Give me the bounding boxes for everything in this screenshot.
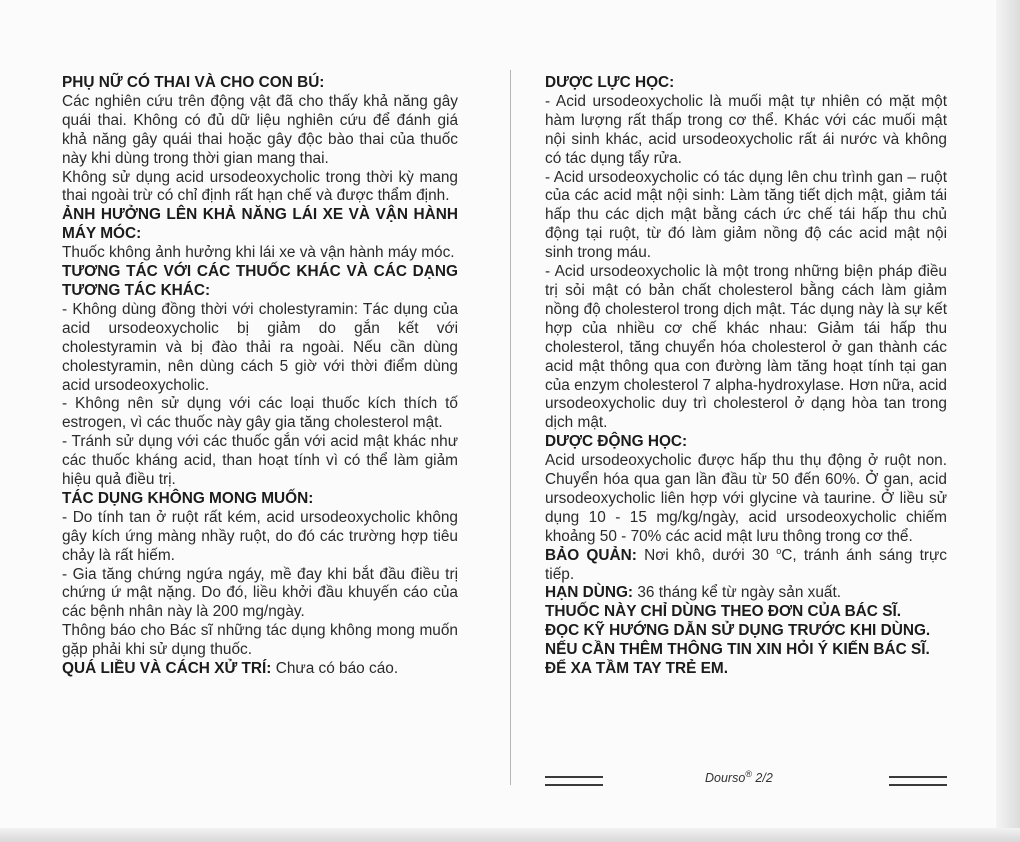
paragraph: - Không dùng đồng thời với cholestyramin: Tác dụng của acid ursodeoxycholic bị giảm do gắn kết với cholestyramin và bị đào thải ra ngoài. Nếu cần dùng cholestyramin, nên dùng cách 5 giờ với thời điểm dùng acid ursodeoxycholic. xyxy=(62,300,458,394)
heading-driving: ẢNH HƯỞNG LÊN KHẢ NĂNG LÁI XE VÀ VẬN HÀNH MÁY MÓC: xyxy=(62,206,458,243)
warning-ask-doctor: NẾU CẦN THÊM THÔNG TIN XIN HỎI Ý KIẾN BÁC SĨ. xyxy=(545,641,930,659)
paragraph: Thuốc không ảnh hưởng khi lái xe và vận hành máy móc. xyxy=(62,244,455,262)
paragraph: - Acid ursodeoxycholic là muối mật tự nhiên có mặt một hàm lượng rất thấp trong cơ thể. Khác với các muối mật nội sinh khác, acid ursodeoxycholic rất ái nước và không có tác dụng tẩy rửa. xyxy=(545,92,947,167)
left-column xyxy=(62,74,458,679)
paragraph: Các nghiên cứu trên động vật đã cho thấy khả năng gây quái thai. Không có đủ dữ liệu nghiên cứu để đánh giá khả năng gây quái thai hoặc gây độc bào thai của thuốc này khi dùng trong thời gian mang thai. xyxy=(62,92,458,167)
heading-pharmacokinetics: DƯỢC ĐỘNG HỌC: xyxy=(545,433,688,451)
paragraph: - Acid ursodeoxycholic là một trong những biện pháp điều trị sỏi mật có bản chất cholesterol bằng cách làm giảm nồng độ cholesterol trong dịch mật. Tác dụng này là sự kết hợp của nhiều cơ chế khác nhau: Giảm tái hấp thu cholesterol, tăng chuyển hóa cholesterol ở gan thành các acid mật thông qua con đường làm tăng hoạt tính tại gan của enzym cholesterol 7 alpha-hydroxylase. Hơn nữa, acid ursodeoxycholic duy trì cholesterol ở dạng hòa tan trong dịch mật. xyxy=(545,263,947,432)
warning-children: ĐỂ XA TẦM TAY TRẺ EM. xyxy=(545,660,728,678)
page-number: 2/2 xyxy=(751,771,773,785)
paragraph: - Tránh sử dụng với các thuốc gắn với acid mật khác như các thuốc kháng acid, than hoạt tính vì có thể làm giảm hiệu quả điều trị. xyxy=(62,433,458,489)
heading-interactions: TƯƠNG TÁC VỚI CÁC THUỐC KHÁC VÀ CÁC DẠNG TƯƠNG TÁC KHÁC: xyxy=(62,263,458,299)
page-edge-shadow-bottom xyxy=(0,828,1020,842)
heading-pharmacodynamics: DƯỢC LỰC HỌC: xyxy=(545,74,675,91)
warning-prescription: THUỐC NÀY CHỈ DÙNG THEO ĐƠN CỦA BÁC SĨ. xyxy=(545,603,902,621)
page-footer xyxy=(545,768,947,792)
overdose-text: Chưa có báo cáo. xyxy=(271,660,399,678)
degree-sign: o xyxy=(776,545,782,556)
storage-text-b: C, tránh ánh sáng trực tiếp. xyxy=(545,546,948,583)
paragraph: Acid ursodeoxycholic được hấp thu thụ động ở ruột non. Chuyển hóa qua gan lần đầu từ 50 đến 60%. Ở gan, acid ursodeoxycholic liên hợp với glycine và taurine. Ở liều sử dụng 10 - 15 mg/kg/ngày, acid ursodeoxycholic chiếm khoảng 50 - 70% các acid mật lưu thông trong cơ thể. xyxy=(545,452,947,545)
paragraph: - Do tính tan ở ruột rất kém, acid ursodeoxycholic không gây kích ứng màng nhầy ruột, do đó các trường hợp tiêu chảy là rất hiếm. xyxy=(62,508,458,564)
paragraph: - Không nên sử dụng với các loại thuốc kích thích tố estrogen, vì các thuốc này gây gia tăng cholesterol mật. xyxy=(62,395,458,432)
storage-line xyxy=(545,547,947,585)
footer-page-label xyxy=(705,768,773,785)
page-edge-shadow-right xyxy=(996,0,1020,842)
heading-storage: BẢO QUẢN: xyxy=(545,546,637,564)
double-rule-right xyxy=(889,776,947,786)
storage-text-a: Nơi khô, dưới 30 xyxy=(636,546,777,564)
paragraph: Không sử dụng acid ursodeoxycholic trong thời kỳ mang thai ngoài trừ có chỉ định rất hạn chế và được thẩm định. xyxy=(62,168,458,205)
paragraph: - Gia tăng chứng ngứa ngáy, mề đay khi bắt đầu điều trị chứng ứ mật nặng. Do đó, liều khởi đầu khuyến cáo của các bệnh nhân này là 200 mg/ngày. xyxy=(62,565,458,621)
heading-expiry: HẠN DÙNG: xyxy=(545,584,634,602)
registered-mark: ® xyxy=(745,768,752,779)
expiry-text: 36 tháng kể từ ngày sản xuất. xyxy=(633,584,842,602)
heading-side-effects: TÁC DỤNG KHÔNG MONG MUỐN: xyxy=(62,489,314,507)
paragraph: Thông báo cho Bác sĩ những tác dụng không mong muốn gặp phải khi sử dụng thuốc. xyxy=(62,622,458,659)
expiry-line xyxy=(545,584,947,603)
warning-read-instructions: ĐỌC KỸ HƯỚNG DẪN SỬ DỤNG TRƯỚC KHI DÙNG. xyxy=(545,622,931,640)
center-fold-line xyxy=(510,70,511,785)
right-column xyxy=(545,74,947,679)
heading-pregnancy: PHỤ NỮ CÓ THAI VÀ CHO CON BÚ: xyxy=(62,74,325,91)
double-rule-left xyxy=(545,776,603,786)
heading-overdose: QUÁ LIỀU VÀ CÁCH XỬ TRÍ: xyxy=(62,660,272,678)
overdose-line xyxy=(62,660,458,679)
paragraph: - Acid ursodeoxycholic có tác dụng lên chu trình gan – ruột của các acid mật nội sinh: Làm tăng tiết dịch mật, giảm tái hấp thu các dịch mật bằng cách ức chế tái hấp thu chủ động tại ruột, từ đó làm giảm nồng độ các acid mật nội sinh trong máu. xyxy=(545,168,947,262)
brand-name: Dourso xyxy=(705,771,746,785)
